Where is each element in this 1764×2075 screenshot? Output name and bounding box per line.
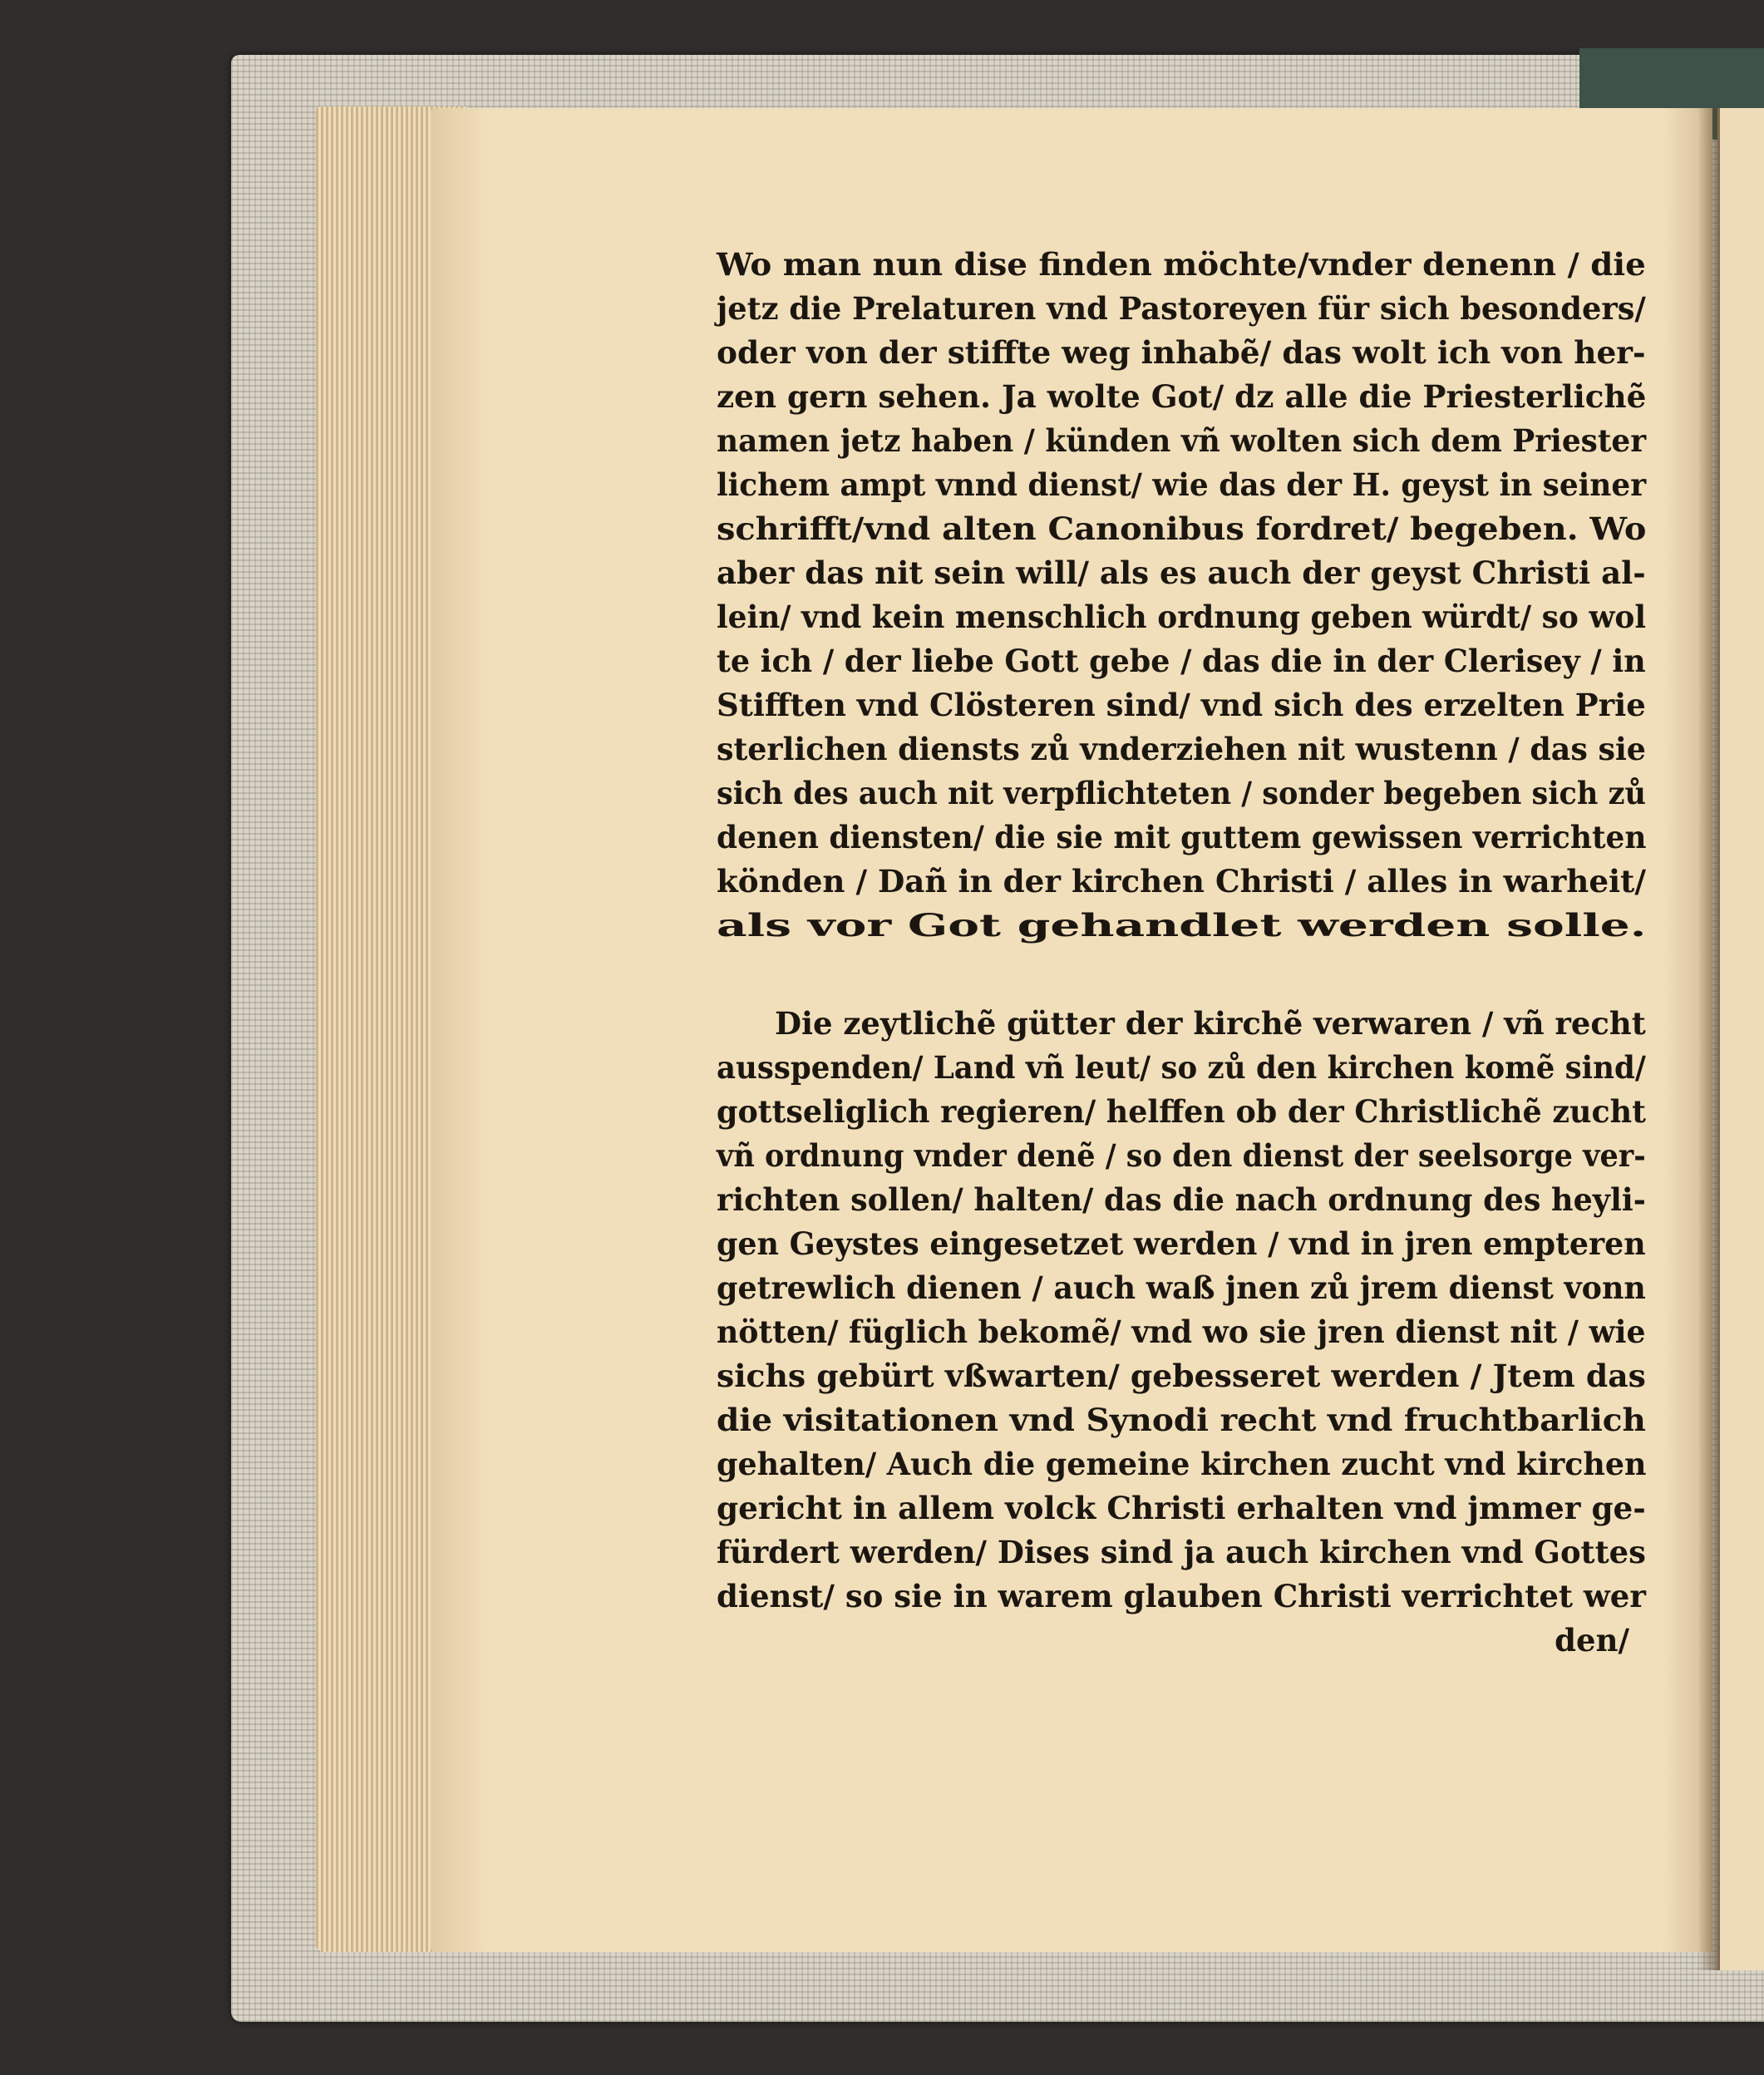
text-line: jetz die Prelaturen vnd Pastoreyen für sich besonders/ xyxy=(717,290,1646,327)
text-line: nötten/ füglich bekomẽ/ vnd wo sie jren dienst nit / wie xyxy=(717,1314,1646,1350)
paragraph-1 xyxy=(717,243,1646,948)
text-line: ausspenden/ Land vñ leut/ so zů den kirchen komẽ sind/ xyxy=(717,1049,1646,1086)
page-text xyxy=(717,243,1646,1663)
text-line: te ich / der liebe Gott gebe / das die in der Clerisey / in xyxy=(717,643,1646,679)
text-line: die visitationen vnd Synodi recht vnd fruchtbarlich xyxy=(717,1402,1646,1438)
text-line: gen Geystes eingesetzet werden / vnd in jren empteren xyxy=(717,1225,1646,1262)
text-line: könden / Dañ in der kirchen Christi / alles in warheit/ xyxy=(717,863,1646,899)
text-line: sichs gebürt vßwarten/ gebesseret werden / Jtem das xyxy=(717,1358,1646,1394)
text-line: namen jetz haben / künden vñ wolten sich dem Priester xyxy=(717,422,1647,459)
page-gutter xyxy=(1697,108,1717,1970)
text-line: gericht in allem volck Christi erhalten vnd jmmer ge- xyxy=(717,1490,1646,1526)
text-line: vñ ordnung vnder denẽ / so den dienst der seelsorge ver- xyxy=(717,1137,1646,1174)
text-line: lein/ vnd kein menschlich ordnung geben würdt/ so wol xyxy=(717,599,1647,635)
text-line: Die zeytlichẽ gütter der kirchẽ verwaren / vñ recht xyxy=(775,1005,1646,1042)
text-line: sterlichen diensts zů vnderziehen nit wustenn / das sie xyxy=(717,731,1646,767)
text-line: richten sollen/ halten/ das die nach ordnung des heyli- xyxy=(717,1181,1646,1218)
text-line: schrifft/vnd alten Canonibus fordret/ begeben. Wo xyxy=(717,510,1647,547)
text-line: oder von der stiffte weg inhabẽ/ das wolt ich von her- xyxy=(717,334,1646,371)
text-line: aber das nit sein will/ als es auch der geyst Christi al- xyxy=(717,554,1646,591)
paragraph-2 xyxy=(717,1002,1646,1619)
facing-page-edge xyxy=(1717,108,1764,1970)
catchword: den/ xyxy=(1555,1622,1629,1659)
text-line: gehalten/ Auch die gemeine kirchen zucht vnd kirchen xyxy=(717,1446,1647,1482)
text-line: denen diensten/ die sie mit guttem gewissen verrichten xyxy=(717,819,1647,855)
text-line: lichem ampt vnnd dienst/ wie das der H. geyst in seiner xyxy=(717,466,1647,503)
text-line: Stifften vnd Clösteren sind/ vnd sich des erzelten Prie xyxy=(717,687,1646,723)
text-line: zen gern sehen. Ja wolte Got/ dz alle die Priesterlichẽ xyxy=(717,378,1647,415)
text-line: Wo man nun dise finden möchte/vnder denenn / die xyxy=(717,246,1646,283)
text-line: dienst/ so sie in warem glauben Christi verrichtet wer xyxy=(717,1578,1646,1614)
text-line: sich des auch nit verpflichteten / sonder begeben sich zů xyxy=(717,775,1646,811)
text-line: als vor Got gehandlet werden solle. xyxy=(717,907,1647,944)
text-line: getrewlich dienen / auch waß jnen zů jrem dienst vonn xyxy=(717,1269,1646,1306)
text-line: gottseliglich regieren/ helffen ob der Christlichẽ zucht xyxy=(717,1093,1646,1130)
text-line: fürdert werden/ Dises sind ja auch kirchen vnd Gottes xyxy=(717,1534,1646,1570)
